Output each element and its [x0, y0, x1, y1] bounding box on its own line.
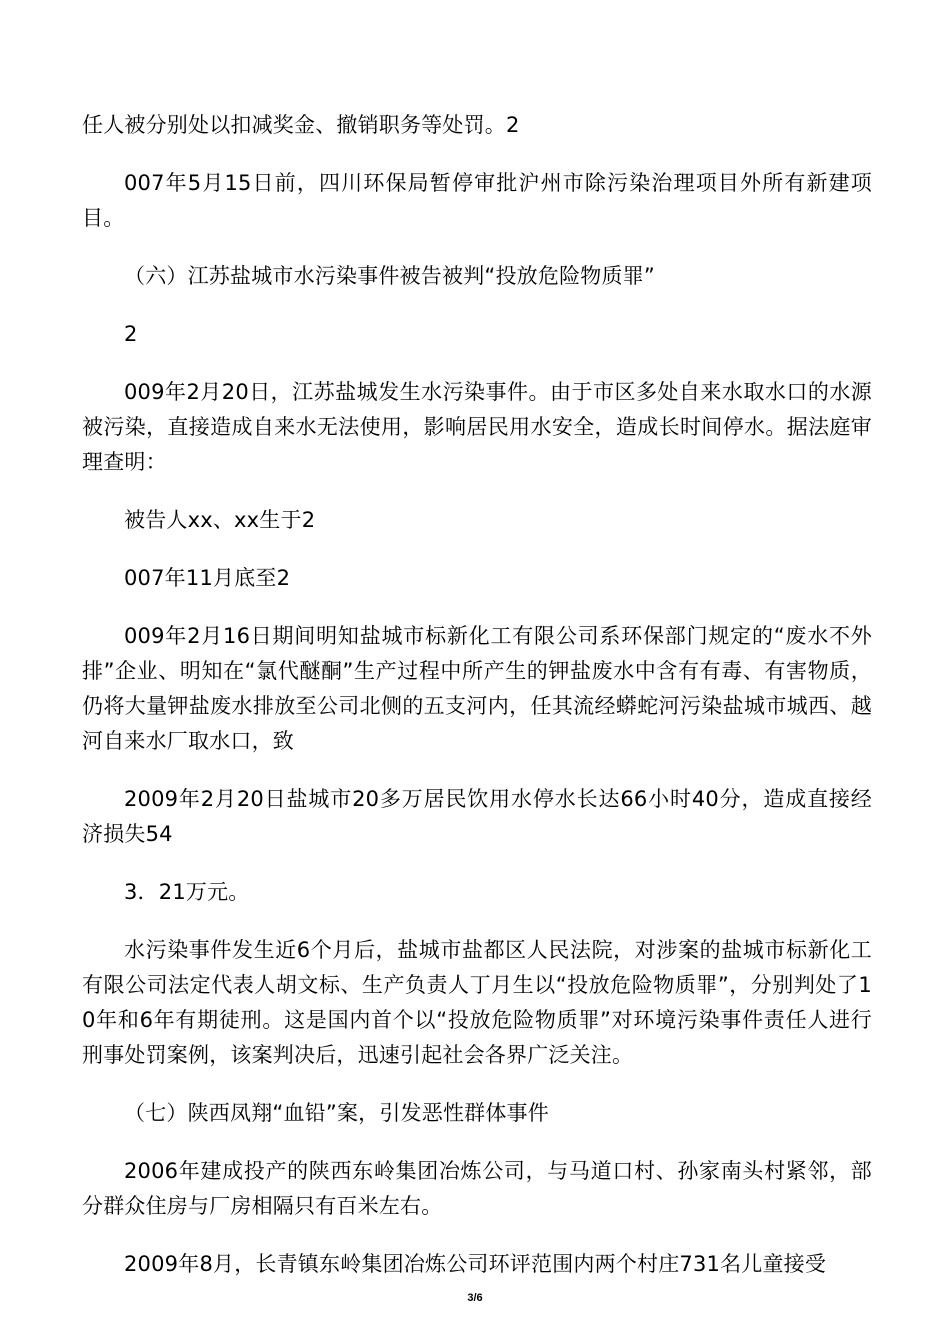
paragraph-11: 水污染事件发生近6个月后，盐城市盐都区人民法院，对涉案的盐城市标新化工有限公司法定代表人胡文标、生产负责人丁月生以“投放危险物质罪”，分别判处了10年和6年有期徒刑。这是国内首个以“投放危险物质罪”对环境污染事件责任人进行刑事处罚案例，该案判决后，迅速引起社会各界广泛关注。 [82, 938, 872, 1067]
section-heading-7: （七）陕西凤翔“血铅”案，引发恶性群体事件 [124, 1101, 549, 1125]
paragraph-6: 被告人xx、xx生于2 [124, 508, 316, 532]
paragraph-2: 007年5月15日前，四川环保局暂停审批沪州市除污染治理项目外所有新建项目。 [82, 171, 872, 230]
paragraph-13: 2006年建成投产的陕西东岭集团冶炼公司，与马道口村、孙家南头村紧邻，部分群众住房与厂房相隔只有百米左右。 [82, 1159, 872, 1218]
paragraph-5: 009年2月20日，江苏盐城发生水污染事件。由于市区多处自来水取水口的水源被污染，直接造成自来水无法使用，影响居民用水安全，造成长时间停水。据法庭审理查明： [82, 380, 872, 474]
paragraph-4: 2 [124, 322, 138, 346]
section-heading-6: （六）江苏盐城市水污染事件被告被判“投放危险物质罪” [124, 264, 655, 288]
paragraph-8: 009年2月16日期间明知盐城市标新化工有限公司系环保部门规定的“废水不外排”企业、明知在“氯代醚酮”生产过程中所产生的钾盐废水中含有有毒、有害物质，仍将大量钾盐废水排放至公司北侧的五支河内，任其流经蟒蛇河污染盐城市城西、越河自来水厂取水口，致 [82, 624, 872, 753]
paragraph-7: 007年11月底至2 [124, 566, 291, 590]
paragraph-10: 3．21万元。 [124, 880, 250, 904]
document-body [82, 108, 872, 1305]
paragraph-1: 任人被分别处以扣减奖金、撤销职务等处罚。2 [82, 113, 520, 137]
page-number: 3/6 [467, 1292, 483, 1304]
paragraph-14: 2009年8月，长青镇东岭集团冶炼公司环评范围内两个村庄731名儿童接受 [124, 1252, 827, 1276]
paragraph-9: 2009年2月20日盐城市20多万居民饮用水停水长达66小时40分，造成直接经济损失54 [82, 787, 872, 846]
